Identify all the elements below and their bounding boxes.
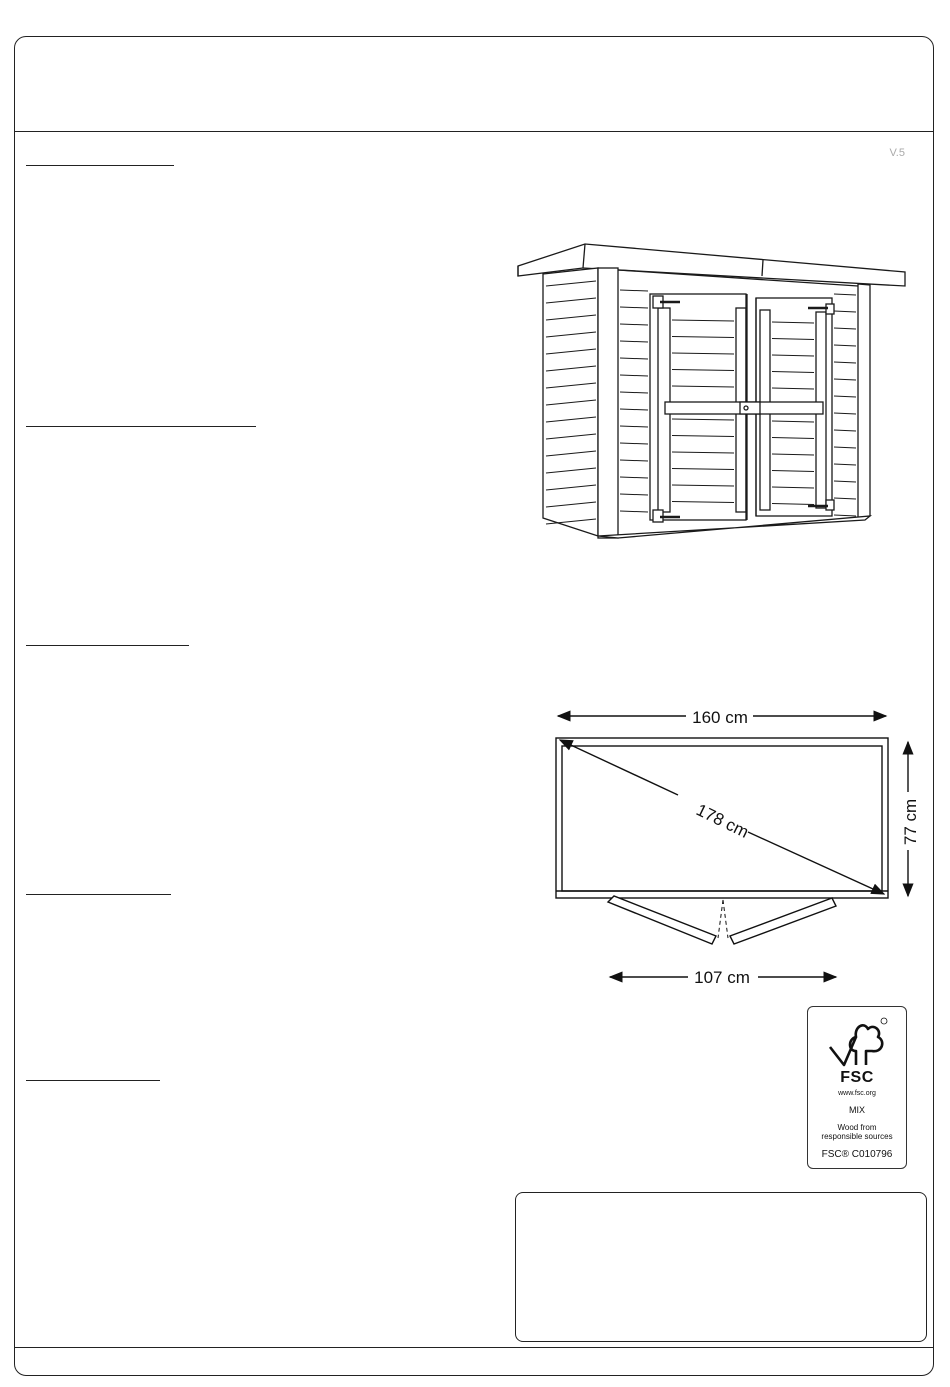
fsc-url: www.fsc.org [838,1090,876,1097]
dimension-door-opening-label: 107 cm [694,968,750,987]
section-heading-5 [26,1080,160,1081]
fsc-tree-icon [826,1015,890,1069]
footer-divider [14,1347,934,1348]
dimension-depth-label: 77 cm [901,798,920,846]
fsc-description-line2: responsible sources [821,1132,893,1141]
section-heading-3 [26,645,189,646]
dimension-diagonal-label: 178 cm [693,800,752,842]
floor-plan [548,700,928,1000]
note-box [515,1192,927,1342]
section-heading-2 [26,426,256,427]
fsc-logo [807,1006,907,1169]
section-heading-1 [26,165,174,166]
fsc-license-code: FSC® C010796 [821,1149,893,1160]
header-divider [14,131,934,132]
fsc-title: FSC [840,1069,874,1086]
dimension-width-label: 160 cm [692,708,748,727]
fsc-description-line1: Wood from [837,1123,877,1132]
version-label: V.5 [889,147,905,159]
shed-illustration [510,238,910,543]
fsc-mix: MIX [848,1105,865,1115]
section-heading-4 [26,894,171,895]
